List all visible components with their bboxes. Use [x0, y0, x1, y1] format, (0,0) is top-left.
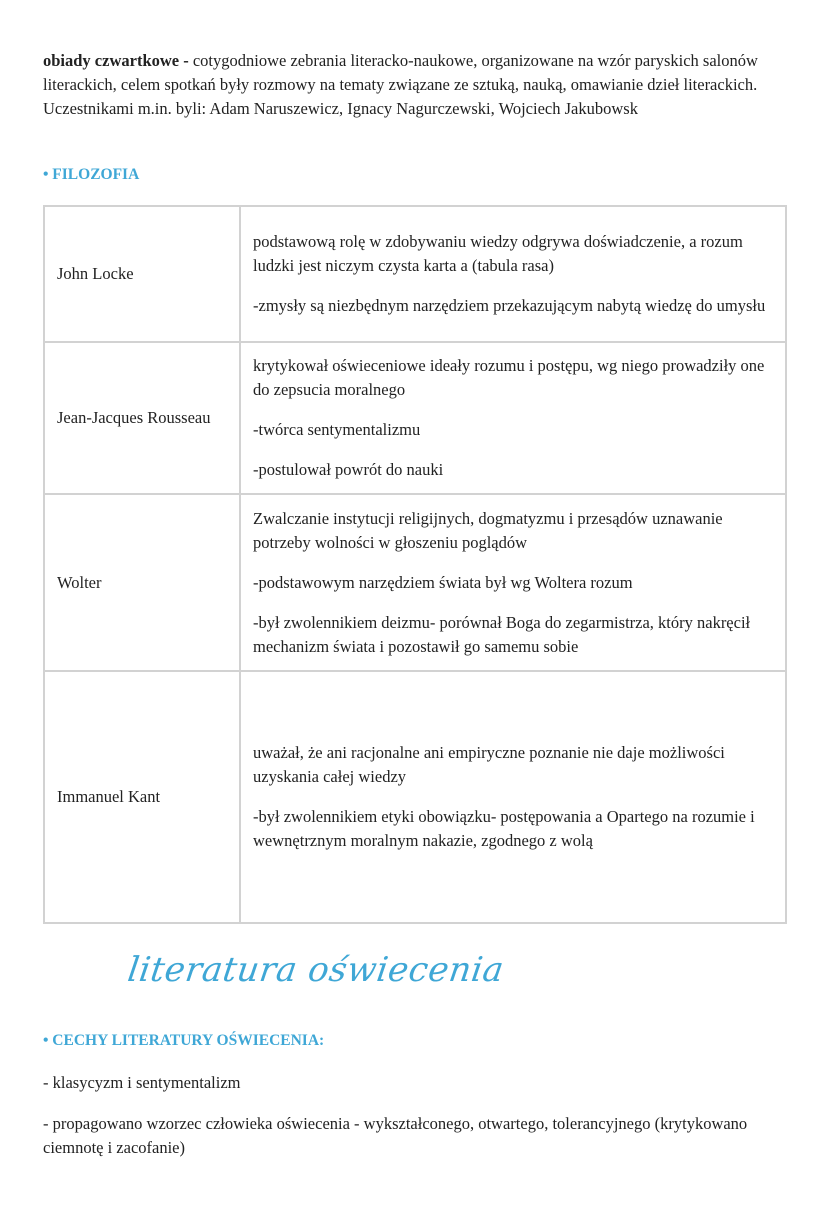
table-row [44, 206, 786, 342]
description-point: -postulował powrót do nauki [253, 460, 444, 479]
description-point: -był zwolennikiem deizmu- porównał Boga do zegarmistrza, który nakręcił mechanizm świata i pozostawił go samemu sobie [253, 612, 751, 656]
description-point: krytykował oświeceniowe ideały rozumu i postępu, wg niego prowadziły one do zepsucia moralnego [253, 356, 765, 399]
philosopher-description [240, 342, 786, 494]
literature-heading: • CECHY LITERATURY OŚWIECENIA: [43, 1032, 325, 1049]
description-point: -był zwolennikiem etyki obowiązku- postępowania a Opartego na rozumie i wewnętrznym moralnym nakazie, zgodnego z wolą [253, 807, 755, 850]
description-point: -twórca sentymentalizmu [253, 420, 421, 439]
literature-line: - klasycyzm i sentymentalizm [43, 1073, 241, 1092]
philosopher-name: Immanuel Kant [44, 671, 240, 923]
philosopher-description [240, 671, 786, 923]
philosopher-description [240, 494, 786, 671]
intro-paragraph [43, 49, 793, 121]
table-row [44, 342, 786, 494]
table-row [44, 494, 786, 671]
literature-title: literatura oświecenia [125, 950, 507, 990]
philosophy-heading: • FILOZOFIA [43, 166, 140, 183]
philosopher-name: Wolter [44, 494, 240, 671]
description-point: -podstawowym narzędziem świata był wg Woltera rozum [253, 572, 633, 592]
description-point: Zwalczanie instytucji religijnych, dogmatyzmu i przesądów uznawanie potrzeby wolności w głoszeniu poglądów [253, 508, 723, 552]
table-row [44, 671, 786, 923]
literature-line: - propagowano wzorzec człowieka oświecenia - wykształconego, otwartego, tolerancyjnego (krytykowano ciemnotę i zacofanie) [43, 1114, 748, 1157]
philosopher-name: John Locke [44, 206, 240, 342]
philosopher-description [240, 206, 786, 342]
description-point: podstawową rolę w zdobywaniu wiedzy odgrywa doświadczenie, a rozum ludzki jest niczym czysta karta a (tabula rasa) [253, 232, 743, 275]
philosophy-table [43, 205, 787, 924]
description-point: -zmysły są niezbędnym narzędziem przekazującym nabytą wiedzę do umysłu [253, 296, 766, 315]
intro-term: obiady czwartkowe - [43, 51, 189, 70]
philosopher-name: Jean-Jacques Rousseau [44, 342, 240, 494]
description-point: uważał, że ani racjonalne ani empiryczne poznanie nie daje możliwości uzyskania całej wiedzy [253, 743, 725, 786]
intro-text: cotygodniowe zebrania literacko-naukowe, organizowane na wzór paryskich salonów literackich, celem spotkań były rozmowy na tematy związane ze sztuką, nauką, omawianie dzieł literackich. Uczestnikami m.in. byli: Adam Naruszewicz, Ignacy Nagurczewski, Wojciech Jakubowsk [43, 51, 758, 118]
